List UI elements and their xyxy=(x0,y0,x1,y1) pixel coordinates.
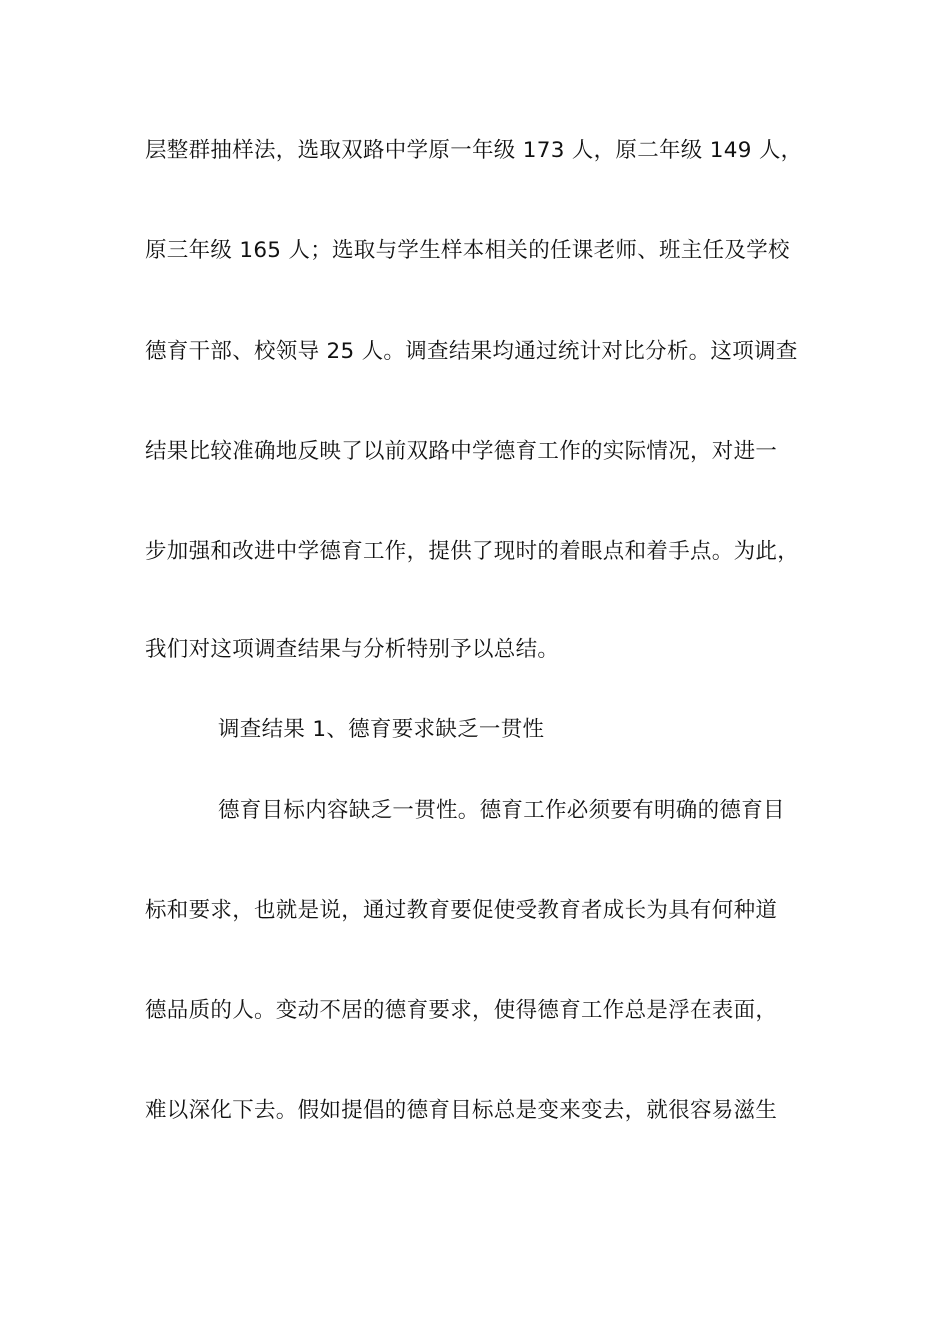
body-text-line: 德育目标内容缺乏一贯性。德育工作必须要有明确的德育目 xyxy=(218,798,785,823)
body-text-line: 德品质的人。变动不居的德育要求，使得德育工作总是浮在表面， xyxy=(145,998,778,1023)
body-text-line: 结果比较准确地反映了以前双路中学德育工作的实际情况，对进一 xyxy=(145,439,778,464)
body-text-line: 层整群抽样法，选取双路中学原一年级 173 人，原二年级 149 人， xyxy=(145,138,803,163)
body-text-line: 难以深化下去。假如提倡的德育目标总是变来变去，就很容易滋生 xyxy=(145,1098,778,1123)
body-text-line: 原三年级 165 人；选取与学生样本相关的任课老师、班主任及学校 xyxy=(145,238,790,263)
body-text-line: 我们对这项调查结果与分析特别予以总结。 xyxy=(145,637,560,662)
body-text-line: 标和要求，也就是说，通过教育要促使受教育者成长为具有何种道 xyxy=(145,898,778,923)
section-heading: 调查结果 1、德育要求缺乏一贯性 xyxy=(218,717,545,742)
body-text-line: 德育干部、校领导 25 人。调查结果均通过统计对比分析。这项调查 xyxy=(145,339,798,364)
body-text-line: 步加强和改进中学德育工作，提供了现时的着眼点和着手点。为此， xyxy=(145,539,800,564)
